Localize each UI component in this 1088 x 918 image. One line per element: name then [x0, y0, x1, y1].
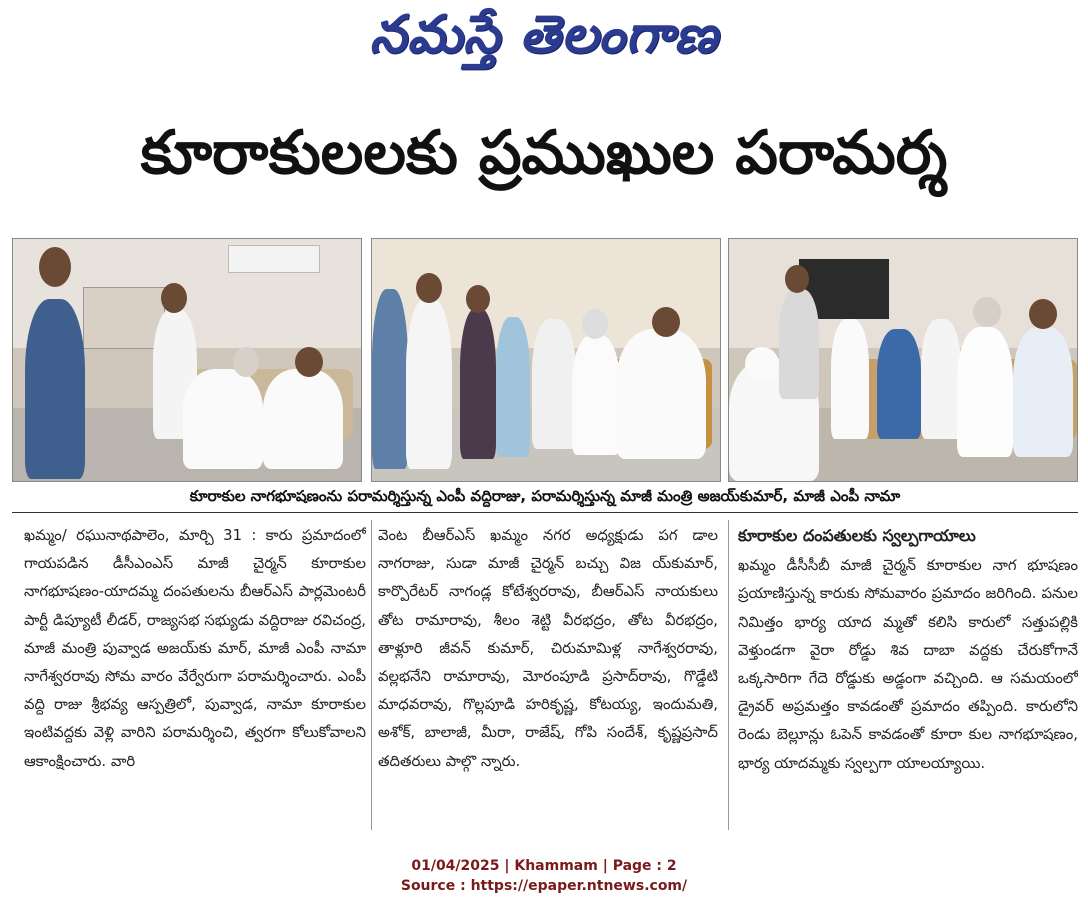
article-headline: [0, 118, 1088, 238]
sidebar-body: ఖమ్మం డీసీసీబీ మాజీ చైర్మన్ కూరాకుల నాగ భూషణం ప్రయాణిస్తున్న కారుకు సోమవారం ప్రమాదం జరిగింది. పనుల నిమిత్తం భార్య యాద మ్మతో కలిసి కారులో సత్తుపల్లికి వెళ్తుండగా వైరా రోడ్డు శివ దాబా వద్దకు చేరుకోగానే ఒక్కసారిగా గేదె రోడ్డుకు అడ్డంగా వచ్చింది. ఆ సమయంలో డ్రైవర్ అప్రమత్తం కావడంతో ప్రమాదం తప్పింది. కారులోని రెండు బెల్లూన్లు ఓపెన్ కావడంతో కూరా కుల నాగభూషణం, భార్య యాదమ్మకు స్వల్పగా యాలయ్యాయి.: [738, 557, 1078, 772]
footer-dateline: 01/04/2025 | Khammam | Page : 2: [411, 858, 677, 874]
masthead-text: నమస్తే తెలంగాణ: [369, 4, 719, 65]
article-column-1: ఖమ్మం/ రఘునాథపాలెం, మార్చి 31 : కారు ప్రమాదంలో గాయపడిన డీసీఎంఎస్ మాజీ చైర్మన్ కూరాకుల నాగభూషణం-యాదమ్మ దంపతులను బీఆర్‌ఎస్ పార్లమెంటరీ పార్టీ డిప్యూటీ లీడర్, రాజ్యసభ సభ్యుడు వద్దిరాజు రవిచంద్ర, మాజీ మంత్రి పువ్వాడ అజయ్‌కు మార్, మాజీ ఎంపీ నామా నాగేశ్వరరావు సోమ వారం వేర్వేరుగా పరామర్శించారు. ఎంపీ వద్ది రాజు శ్రీభవ్య ఆస్పత్రిలో, పువ్వాడ, నామా కూరాకుల ఇంటివద్దకు వెళ్లి వారిని పరామర్శించి, త్వరగా కోలుకోవాలని ఆకాంక్షించారు. వారి: [24, 527, 366, 770]
article-column-2: వెంట బీఆర్‌ఎస్ ఖమ్మం నగర అధ్యక్షుడు పగ డాల నాగరాజు, సుడా మాజీ చైర్మన్ బచ్చు విజ య్‌కుమార్, కార్పొరేటర్ నాగండ్ల కోటేశ్వరరావు, బీఆర్‌ఎస్ నాయకులు తోట రామారావు, శీలం శెట్టి వీరభద్రం, తోట వీరభద్రం, తాళ్లూరి జీవన్ కుమార్, చిరుమామిళ్ల నాగేశ్వరరావు, వల్లభనేని రామారావు, మోరంపూడి ప్రసాద్‌రావు, గొడ్డేటి మాధవరావు, గొల్లపూడి హరికృష్ణ, కోటయ్య, ఇందుమతి, అశోక్, బాలాజీ, మీరా, రాజేష్, గోపి సందేశ్, కృష్ణప్రసాద్ తదితరులు పాల్గొ న్నారు.: [378, 527, 718, 770]
article-column-3: [738, 522, 1078, 832]
photo-caption: కూరాకుల నాగభూషణంను పరామర్శిస్తున్న ఎంపీ వద్దిరాజు, పరామర్శిస్తున్న మాజీ మంత్రి అజయ్‌కుమార్, మాజీ ఎంపీ నామా: [189, 487, 901, 505]
masthead-logo: [0, 4, 1088, 82]
photo-strip: [12, 238, 1078, 480]
caption-divider: [12, 512, 1078, 513]
sidebar-subheadline: కూరాకుల దంపతులకు స్వల్పగాయాలు: [738, 526, 976, 545]
column-divider: [371, 520, 372, 830]
photo-home-visit-group: [371, 238, 721, 482]
footer-source: Source : https://epaper.ntnews.com/: [400, 878, 688, 894]
photo-home-visit-sofa: [728, 238, 1078, 482]
photo-hospital-visit: [12, 238, 362, 482]
column-divider: [728, 520, 729, 830]
headline-text: కూరాకులలకు ప్రముఖుల పరామర్శ: [140, 118, 948, 188]
